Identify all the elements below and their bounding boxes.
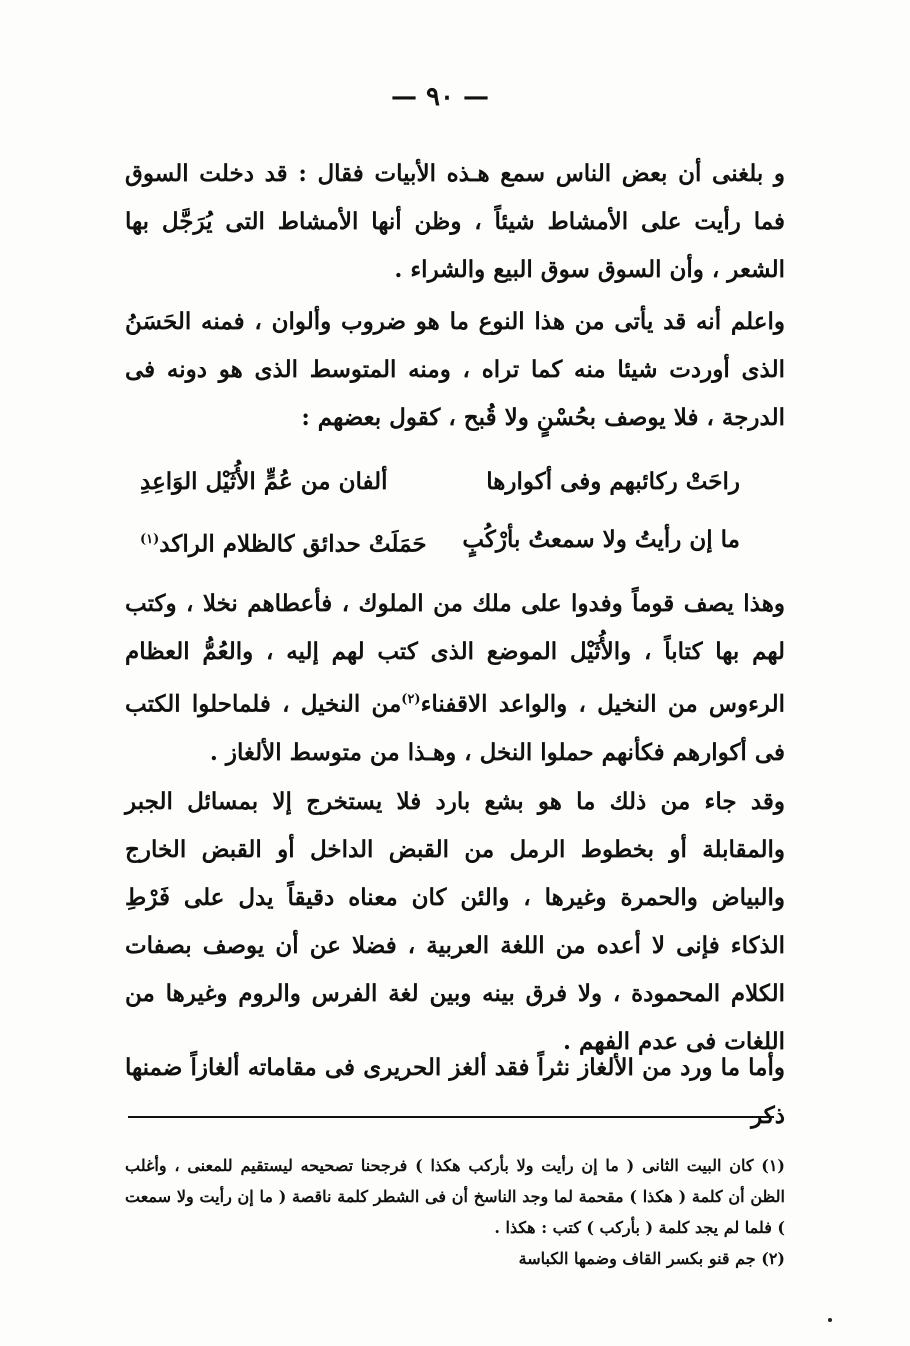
- ink-speck: [828, 1318, 832, 1322]
- paragraph-3-rest: من النخيل ، فلماحلوا الكتب فى أكوارهم فكأنهم حملوا النخل ، وهـذا من متوسط الألغاز .: [125, 690, 785, 766]
- verse-1-hemistich-2: ألفان من عُمٍّ الأُثَيْل الوَاعِدِ: [140, 468, 388, 495]
- paragraph-3-text: وهذا يصف قوماً وفدوا على ملك من الملوك ، فأعطاهم نخلا ، وكتب لهم بها كتاباً ، والأُثَيْل الموضع الذى كتب لهم إليه ، والعُمُّ العظام الرءوس من النخيل ، والواعد الاقفناء: [125, 590, 785, 718]
- verse-line-2: [140, 520, 740, 565]
- paragraph-5: وأما ما ورد من الألغاز نثراً فقد ألغز الحريرى فى مقاماته ألغازاً ضمنها ذكر: [125, 1054, 785, 1129]
- verse-1-hemistich-1: راحَتْ ركائبهم وفى أكوارها: [486, 468, 740, 495]
- paragraph-2: واعلم أنه قد يأتى من هذا النوع ما هو ضروب وألوان ، فمنه الحَسَنُ الذى أوردت شيئا منه كما تراه ، ومنه المتوسط الذى هو دونه فى الدرجة ، فلا يوصف بحُسْنٍ ولا قُبح ، كقول بعضهم :: [125, 308, 785, 431]
- verse-2-text: حَمَلَتْ حدائق كالظلام الراكد: [159, 530, 427, 558]
- paragraph-4: وقد جاء من ذلك ما هو بشع بارد فلا يستخرج إلا بمسائل الجبر والمقابلة أو بخطوط الرمل من القبض الداخل أو القبض الخارج والبياض والحمرة وغيرها ، والئن كان معناه دقيقاً يدل على فَرْطِ الذكاء فإنى لا أعده من اللغة العربية ، فضلا عن أن يوصف بصفات الكلام المحمودة ، ولا فرق بينه وبين لغة الفرس والروم وغيرها من اللغات فى عدم الفهم .: [125, 788, 785, 1055]
- paragraph-1: و بلغنى أن بعض الناس سمع هـذه الأبيات فقال : قد دخلت السوق فما رأيت على الأمشاط شيئاً ، وظن أنها الأمشاط التى يُرَجَّل بها الشعر ، وأن السوق سوق البيع والشراء .: [125, 160, 785, 283]
- footnote-2: (٢) جم قنو بكسر القاف وضمها الكباسة: [518, 1249, 785, 1268]
- footnote-divider: [128, 1116, 774, 1118]
- paragraph-3: [125, 580, 785, 777]
- verse-line-1: [140, 462, 740, 502]
- footnote-ref-1: (١): [140, 532, 160, 547]
- footnotes: [125, 1150, 785, 1274]
- footnote-ref-2: (٢): [401, 692, 421, 707]
- verse-2-hemistich-1: ما إن رأيتُ ولا سمعتُ بأرْكُبٍ: [462, 526, 740, 553]
- verse-2-hemistich-2: [140, 520, 427, 565]
- page-number: — ٩٠ —: [390, 82, 490, 112]
- footnote-1: (١) كان البيت الثانى ( ما إن رأيت ولا بأركب هكذا ) فرجحنا تصحيحه ليستقيم للمعنى ، وأغلب الظن أن كلمة ( هكذا ) مقحمة لما وجد الناسخ أن فى الشطر كلمة ناقصة ( ما إن رأيت ولا سمعت ) فلما لم يجد كلمة ( بأركب ) كتب : هكذا .: [125, 1156, 785, 1237]
